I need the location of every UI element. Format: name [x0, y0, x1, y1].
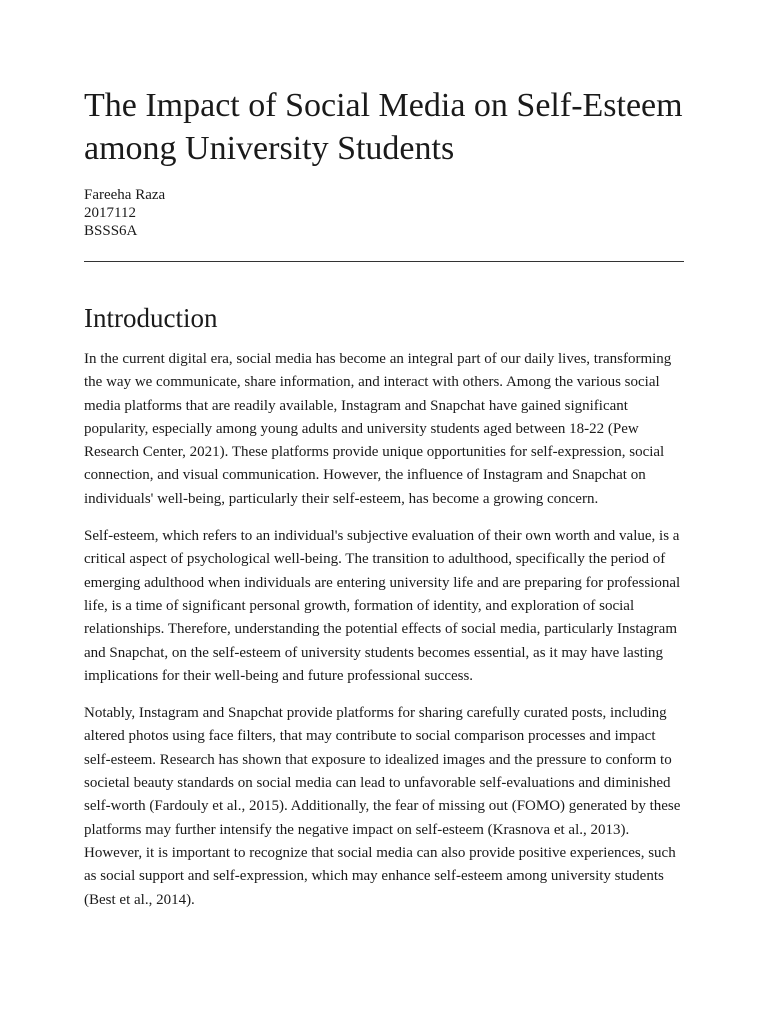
body-paragraph: Self-esteem, which refers to an individual's subjective evaluation of their own worth and value, is a critical aspect of psychological well-being. The transition to adulthood, specifically the period of emerging adulthood when individuals are entering university life and are preparing for professional life, is a time of significant personal growth, formation of identity, and exploration of social relationships. Therefore, understanding the potential effects of social media, particularly Instagram and Snapchat, on the self-esteem of university students becomes essential, as it may have lasting implications for their well-being and future professional success. — [84, 528, 681, 684]
author-block — [84, 186, 684, 240]
body-paragraph: Notably, Instagram and Snapchat provide platforms for sharing carefully curated posts, including altered photos using face filters, that may contribute to social comparison processes and impact self-esteem. Research has shown that exposure to idealized images and the pressure to conform to societal beauty standards on social media can lead to unfavorable self-evaluations and diminished self-worth (Fardouly et al., 2015). Additionally, the fear of missing out (FOMO) generated by these platforms may further intensify the negative impact on self-esteem (Krasnova et al., 2013). However, it is important to recognize that social media can also provide positive experiences, such as social support and self-expression, which may enhance self-esteem among university students (Best et al., 2014). — [84, 705, 681, 908]
author-name: Fareeha Raza — [84, 187, 166, 203]
section-heading-introduction: Introduction — [84, 303, 218, 333]
body-paragraph: In the current digital era, social media has become an integral part of our daily lives, transforming the way we communicate, share information, and interact with others. Among the various social media platforms that are readily available, Instagram and Snapchat have gained significant popularity, especially among young adults and university students aged between 18-22 (Pew Research Center, 2021). These platforms provide unique opportunities for self-expression, social connection, and visual communication. However, the influence of Instagram and Snapchat on individuals' well-being, particularly their self-esteem, has become a growing concern. — [84, 351, 672, 507]
student-id: 2017112 — [84, 205, 136, 221]
class-code: BSSS6A — [84, 223, 138, 239]
horizontal-divider — [84, 261, 684, 262]
document-page — [84, 84, 684, 926]
document-title: The Impact of Social Media on Self-Esteem among University Students — [84, 87, 683, 167]
